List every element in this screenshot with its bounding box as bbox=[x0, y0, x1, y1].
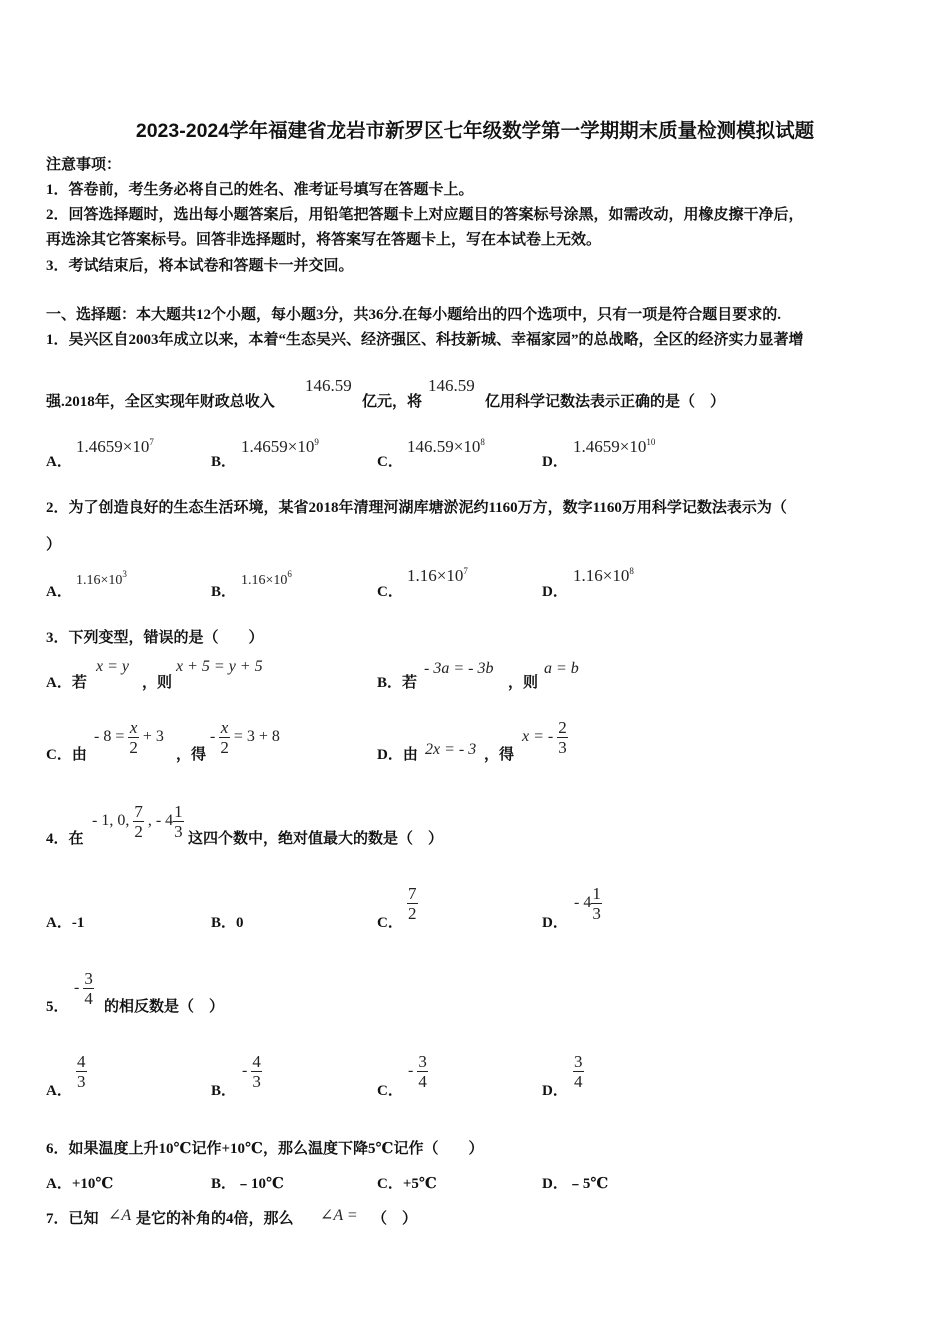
q2-option-d-math: $1.16\times 10^8$ bbox=[573, 566, 634, 585]
q1-option-d-label: D． bbox=[542, 454, 568, 470]
q3-option-c-result: - $\frac{x}{2}$ = 3 + 8 bbox=[210, 718, 280, 757]
q7-label: 7．已知 bbox=[46, 1211, 99, 1227]
q6-option-d: D．﹣5℃ bbox=[542, 1176, 609, 1192]
q5-option-c-label: C． bbox=[377, 1083, 403, 1099]
q1-text2: 亿元，将 bbox=[362, 394, 423, 410]
q3-option-c-get: ，得 bbox=[176, 747, 207, 763]
q3-option-d-math1: 2x = - 3 bbox=[425, 741, 477, 758]
note-3: 3．考试结束后，将本试卷和答题卡一并交回。 bbox=[46, 258, 354, 274]
q3-stem: 3．下列变型，错误的是（ ） bbox=[46, 630, 264, 646]
q7-angle-eq: ∠A = bbox=[320, 1207, 358, 1224]
q3-option-b-math1: - 3a = - 3b bbox=[424, 660, 494, 677]
q4-option-c-math: $\frac{7}{2}$ bbox=[408, 884, 417, 923]
q2-option-c-label: C． bbox=[377, 584, 403, 600]
q1-value-1: 146.59 bbox=[305, 376, 352, 395]
q3-option-b-label: B．若 bbox=[377, 675, 418, 691]
q5-option-d-label: D． bbox=[542, 1083, 568, 1099]
q1-option-a-label: A． bbox=[46, 454, 72, 470]
q3-option-b-then: ，则 bbox=[508, 675, 539, 691]
q3-option-b-math2: a = b bbox=[544, 660, 579, 677]
section-heading: 一、选择题：本大题共12个小题，每小题3分，共36分.在每小题给出的四个选项中，只有一项是符合题目要求的. bbox=[46, 307, 782, 323]
q4-numbers: - 1, 0, $\frac{7}{2}$ , - 4 $\frac{1}{3}$ bbox=[92, 802, 183, 841]
q1-value-2: 146.59 bbox=[428, 376, 475, 395]
q2-line2: ） bbox=[46, 537, 62, 553]
q2-option-c-math: $1.16\times 10^7$ bbox=[407, 566, 468, 585]
q5-option-c-math: - $\frac{3}{4}$ bbox=[408, 1052, 427, 1091]
q5-number: - $\frac{3}{4}$ bbox=[74, 969, 93, 1008]
q6-option-a: A．+10℃ bbox=[46, 1176, 114, 1192]
q4-label: 4．在 bbox=[46, 831, 84, 847]
q1-option-a-math: $1.4659\times 10^7$ bbox=[76, 437, 154, 456]
q1-option-b-label: B． bbox=[211, 454, 237, 470]
q6-stem: 6．如果温度上升10℃记作+10℃，那么温度下降5℃记作（ ） bbox=[46, 1141, 484, 1157]
q2-option-a-label: A． bbox=[46, 584, 72, 600]
q4-option-d-label: D． bbox=[542, 915, 568, 931]
q2-line1: 2．为了创造良好的生态生活环境，某省2018年清理河湖库塘淤泥约1160万方，数字1160万用科学记数法表示为（ bbox=[46, 500, 787, 516]
q2-option-d-label: D． bbox=[542, 584, 568, 600]
notes-heading: 注意事项： bbox=[46, 157, 122, 173]
q1-option-c-label: C． bbox=[377, 454, 403, 470]
q3-option-c-math: - 8 = $\frac{x}{2}$ + 3 bbox=[94, 718, 164, 757]
q4-option-c-label: C． bbox=[377, 915, 403, 931]
q3-option-d-label: D．由 bbox=[377, 747, 418, 763]
q6-option-b: B．﹣10℃ bbox=[211, 1176, 284, 1192]
q4-option-d-math: - 4 $\frac{1}{3}$ bbox=[574, 884, 601, 923]
q7-end: （ ） bbox=[372, 1211, 418, 1227]
q7-angle: ∠A bbox=[108, 1207, 132, 1224]
note-1: 1．答卷前，考生务必将自己的姓名、准考证号填写在答题卡上。 bbox=[46, 182, 474, 198]
q3-option-a-math2: x + 5 = y + 5 bbox=[176, 658, 263, 675]
q5-option-b-label: B． bbox=[211, 1083, 237, 1099]
q5-stem: 的相反数是（ ） bbox=[104, 999, 225, 1015]
page-title: 2023-2024学年福建省龙岩市新罗区七年级数学第一学期期末质量检测模拟试题 bbox=[135, 120, 815, 142]
q2-option-a-math: $1.16\times 10^3$ bbox=[76, 569, 127, 588]
q3-option-a-then: ，则 bbox=[142, 675, 173, 691]
q4-stem: 这四个数中，绝对值最大的数是（ ） bbox=[188, 831, 444, 847]
q1-option-d-math: $1.4659\times 10^{10}$ bbox=[573, 437, 656, 456]
q2-option-b-label: B． bbox=[211, 584, 237, 600]
q1-line1: 1．吴兴区自2003年成立以来，本着“生态吴兴、经济强区、科技新城、幸福家园”的总战略，全区的经济实力显著增 bbox=[46, 332, 804, 348]
q6-option-c: C．+5℃ bbox=[377, 1176, 437, 1192]
note-2b: 再选涂其它答案标号。回答非选择题时，将答案写在答题卡上，写在本试卷上无效。 bbox=[46, 232, 602, 248]
q5-label: 5． bbox=[46, 999, 69, 1015]
q3-option-d-math2: x = - $\frac{2}{3}$ bbox=[522, 718, 567, 757]
q1-option-c-math: $146.59\times 10^8$ bbox=[407, 437, 485, 456]
q3-option-a-math1: x = y bbox=[96, 658, 129, 675]
q5-option-b-math: - $\frac{4}{3}$ bbox=[242, 1052, 261, 1091]
q1-text3: 亿用科学记数法表示正确的是（ ） bbox=[485, 394, 726, 410]
q5-option-a-label: A． bbox=[46, 1083, 72, 1099]
q5-option-d-math: $\frac{3}{4}$ bbox=[574, 1052, 583, 1091]
q7-mid: 是它的补角的4倍，那么 bbox=[136, 1211, 294, 1227]
q3-option-c-label: C．由 bbox=[46, 747, 87, 763]
q1-option-b-math: $1.4659\times 10^9$ bbox=[241, 437, 319, 456]
q4-option-b: B．0 bbox=[211, 915, 244, 931]
q2-option-b-math: $1.16\times 10^6$ bbox=[241, 569, 292, 588]
q5-option-a-math: $\frac{4}{3}$ bbox=[77, 1052, 86, 1091]
q3-option-a-label: A．若 bbox=[46, 675, 87, 691]
q4-option-a: A．-1 bbox=[46, 915, 85, 931]
q3-option-d-get: ，得 bbox=[484, 747, 515, 763]
q1-text1: 强.2018年，全区实现年财政总收入 bbox=[46, 394, 275, 410]
note-2a: 2．回答选择题时，选出每小题答案后，用铅笔把答题卡上对应题目的答案标号涂黑，如需改动，用橡皮擦干净后， bbox=[46, 207, 804, 223]
